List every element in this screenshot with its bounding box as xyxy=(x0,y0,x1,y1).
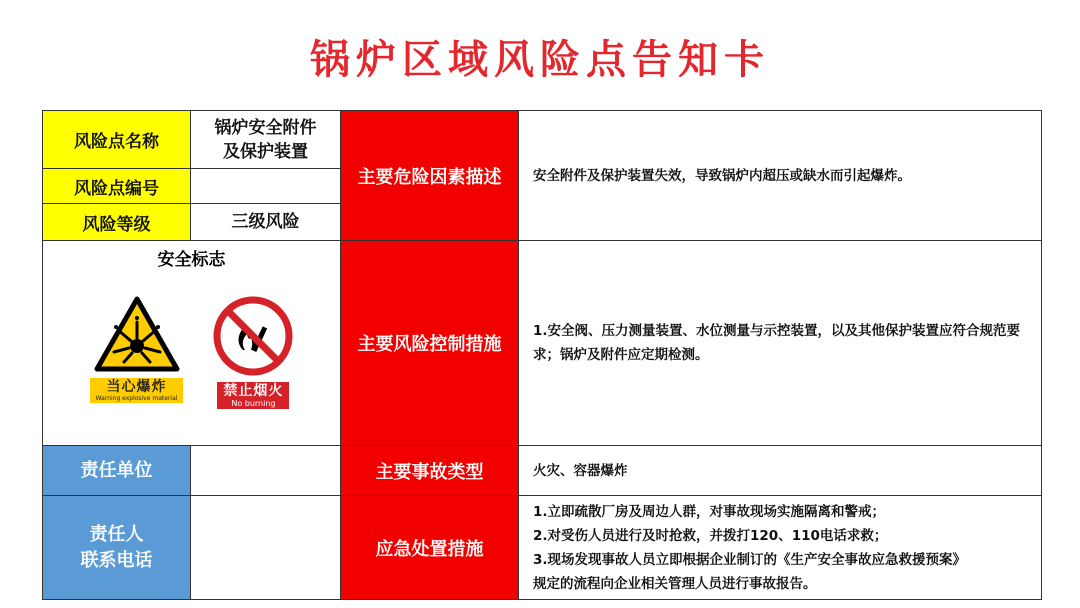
explosive-sign xyxy=(90,296,184,409)
no-burning-icon xyxy=(213,296,293,376)
risk-number-value xyxy=(191,169,341,204)
no-fire-sign-cn: 禁止烟火 xyxy=(223,383,284,399)
accident-type-value: 火灾、容器爆炸 xyxy=(519,446,1042,496)
no-fire-sign-plate xyxy=(217,382,289,409)
emergency-line-4: 规定的流程向企业相关管理人员进行事故报告。 xyxy=(533,575,817,592)
safety-signs-cell xyxy=(43,241,341,446)
safety-signs-title: 安全标志 xyxy=(157,250,226,270)
risk-level-value: 三级风险 xyxy=(191,204,341,241)
emergency-label: 应急处置措施 xyxy=(341,496,519,600)
explosive-sign-en: Warning explosive material xyxy=(95,395,178,402)
explosive-warning-icon xyxy=(94,296,180,372)
responsible-person-label-line2: 联系电话 xyxy=(80,549,153,571)
responsible-person-label xyxy=(43,496,191,600)
emergency-line-1: 1.立即疏散厂房及周边人群，对事故现场实施隔离和警戒； xyxy=(533,503,886,520)
hazard-label: 主要危险因素描述 xyxy=(341,111,519,241)
explosive-sign-cn: 当心爆炸 xyxy=(106,379,167,395)
page-title: 锅炉区域风险点告知卡 xyxy=(310,37,770,83)
risk-name-value-line2: 及保护装置 xyxy=(223,141,308,162)
risk-level-label: 风险等级 xyxy=(43,204,191,241)
risk-name-value xyxy=(191,111,341,169)
explosive-sign-plate xyxy=(90,378,184,403)
no-fire-sign xyxy=(213,296,293,409)
no-fire-sign-en: No burning xyxy=(231,399,276,408)
emergency-line-2: 2.对受伤人员进行及时抢救，并拨打120、110电话求救； xyxy=(533,527,888,544)
responsible-person-value xyxy=(191,496,341,600)
accident-type-label: 主要事故类型 xyxy=(341,446,519,496)
control-measures: 1.安全阀、压力测量装置、水位测量与示控装置，以及其他保护装置应符合规范要求；锅炉及附件应定期检测。 xyxy=(519,241,1042,446)
hazard-description: 安全附件及保护装置失效，导致锅炉内超压或缺水而引起爆炸。 xyxy=(519,111,1042,241)
control-label: 主要风险控制措施 xyxy=(341,241,519,446)
risk-notice-card xyxy=(42,110,1042,600)
risk-name-value-line1: 锅炉安全附件 xyxy=(214,117,317,138)
safety-signs-row xyxy=(43,296,340,409)
responsible-unit-value xyxy=(191,446,341,496)
emergency-line-3: 3.现场发现事故人员立即根据企业制订的《生产安全事故应急救援预案》 xyxy=(533,551,967,568)
risk-name-label: 风险点名称 xyxy=(43,111,191,169)
responsible-unit-label: 责任单位 xyxy=(43,446,191,496)
risk-number-label: 风险点编号 xyxy=(43,169,191,204)
responsible-person-label-line1: 责任人 xyxy=(89,523,144,545)
emergency-measures xyxy=(519,496,1042,600)
